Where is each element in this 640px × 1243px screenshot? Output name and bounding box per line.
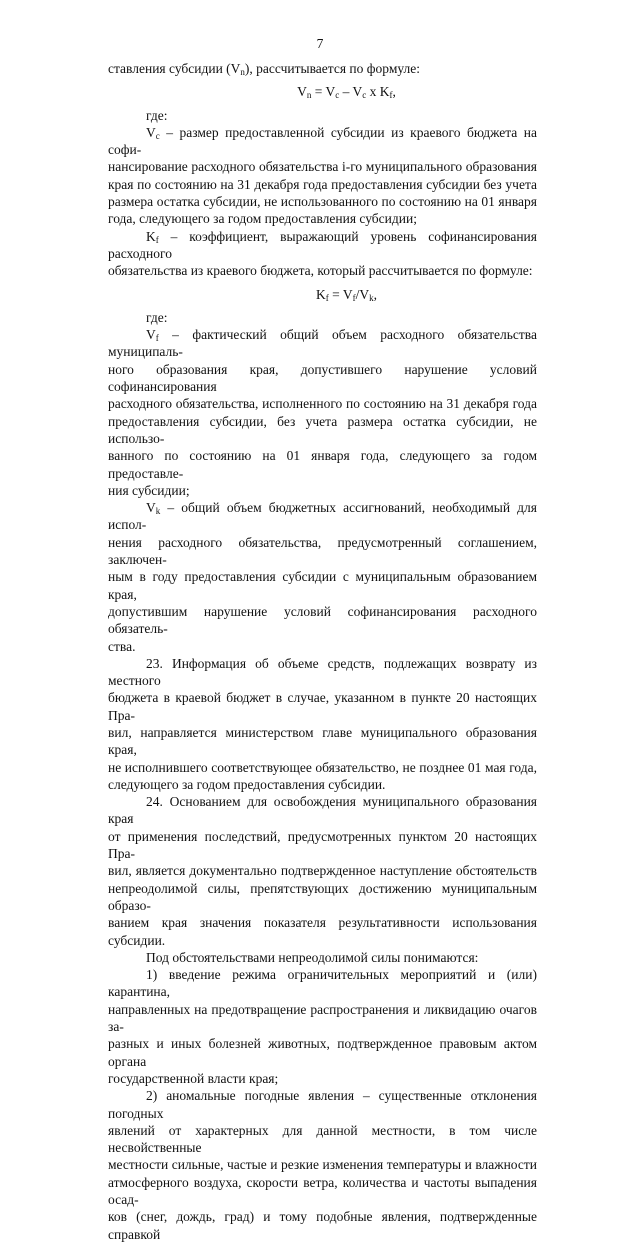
text-line: вил, является документально подтвержденное наступление обстоятельств <box>108 863 537 879</box>
text-line: ства. <box>108 638 136 654</box>
text-span: – фактический общий объем расходного обязательства муниципаль- <box>108 327 537 360</box>
text-line: направленных на предотвращение распространения и ликвидацию очагов за- <box>108 1001 537 1035</box>
text-line: допустившим нарушение условий софинансирования расходного обязатель- <box>108 603 537 637</box>
text-span: – размер предоставленной субсидии из краевого бюджета на софи- <box>108 124 537 158</box>
formula-part: – V <box>339 84 363 100</box>
text-span: ), рассчитывается по формуле: <box>244 61 420 76</box>
text-line: края по состоянию на 31 декабря года предоставления субсидии без учета <box>108 176 537 192</box>
text-line <box>108 124 537 159</box>
text-line: следующего за годом предоставления субсидии. <box>108 776 386 792</box>
text-line: обязательства из краевого бюджета, который рассчитывается по формуле: <box>108 263 533 279</box>
symbol: V <box>146 327 156 343</box>
subscript: k <box>369 292 374 303</box>
text-line: ванного по состоянию на 01 января года, следующего за годом предоставле- <box>108 448 537 481</box>
subscript: c <box>335 90 340 101</box>
subscript: c <box>155 130 160 141</box>
where-label: где: <box>146 309 168 325</box>
text-line: 1) введение режима ограничительных мероприятий и (или) карантина, <box>108 967 537 1000</box>
formula-part: = V <box>311 84 336 100</box>
text-line: от применения последствий, предусмотренных пунктом 20 настоящих Пра- <box>108 828 537 862</box>
text-line: нения расходного обязательства, предусмотренный соглашением, заключен- <box>108 534 537 568</box>
text-span: – общий объем бюджетных ассигнований, необходимый для испол- <box>108 500 537 533</box>
text-line: государственной власти края; <box>108 1070 279 1086</box>
text-line: ния субсидии; <box>108 482 190 498</box>
subscript: k <box>155 506 161 517</box>
text-line: атмосферного воздуха, скорости ветра, количества и частоты выпадения осад- <box>108 1174 537 1207</box>
text-line: расходного обязательства, исполненного по состоянию на 31 декабря года <box>108 396 537 412</box>
formula-part: , <box>373 286 377 302</box>
text-line: ным в году предоставления субсидии с муниципальным образованием края, <box>108 569 537 602</box>
text-line <box>108 60 537 77</box>
formula-part: K <box>316 286 326 302</box>
subscript: c <box>362 90 367 101</box>
text-line: ного образования края, допустившего нарушение условий софинансирования <box>108 361 537 395</box>
formula-kf <box>156 286 537 303</box>
text-line: 23. Информация об объеме средств, подлежащих возврату из местного <box>108 655 537 689</box>
text-line: нансирование расходного обязательства i-го муниципального образования <box>108 159 537 175</box>
text-line: 24. Основанием для освобождения муниципального образования края <box>108 794 537 827</box>
text-line: Под обстоятельствами непреодолимой силы понимаются: <box>146 949 479 965</box>
text-line: 2) аномальные погодные явления – существенные отклонения погодных <box>108 1088 537 1121</box>
formula-part: /V <box>355 286 370 302</box>
text-line: непреодолимой силы, препятствующих достижению муниципальным образо- <box>108 880 537 913</box>
subscript: f <box>325 292 329 303</box>
text-line: не исполнившего соответствующее обязательство, не позднее 01 мая года, <box>108 759 537 775</box>
subscript: n <box>306 90 312 101</box>
text-line: ванием края значения показателя результативности использования субсидии. <box>108 915 537 948</box>
text-line: бюджета в краевой бюджет в случае, указанном в пункте 20 настоящих Пра- <box>108 690 537 723</box>
text-span: – коэффициент, выражающий уровень софинансирования расходного <box>108 228 537 261</box>
text-line: предоставления субсидии, без учета размера остатка субсидии, не использо- <box>108 413 537 446</box>
text-line: года, следующего за годом предоставления субсидии; <box>108 211 417 227</box>
text-line: местности сильные, частые и резкие изменения температуры и влажности <box>108 1157 537 1173</box>
formula-part: x K <box>366 84 390 100</box>
text-line: явлений от характерных для данной местности, в том числе несвойственные <box>108 1122 537 1156</box>
subscript: f <box>155 234 159 245</box>
symbol: V <box>146 124 156 140</box>
text-line: ков (снег, дождь, град) и тому подобные явления, подтвержденные справкой <box>108 1209 537 1242</box>
page-number: 7 <box>316 36 324 51</box>
subscript: f <box>155 333 159 344</box>
text-line <box>108 499 537 534</box>
text-line: размера остатка субсидии, не использованного по состоянию на 01 января <box>108 194 537 210</box>
document-body <box>108 60 537 1243</box>
formula-part: , <box>392 84 396 100</box>
text-line: вил, направляется министерством главе муниципального образования края, <box>108 724 537 758</box>
text-line: разных и иных болезней животных, подтвержденное правовым актом органа <box>108 1036 537 1069</box>
subscript: f <box>352 292 356 303</box>
formula-part: = V <box>328 286 353 302</box>
text-line <box>108 326 537 361</box>
symbol: K <box>146 228 156 244</box>
subscript: n <box>240 67 245 77</box>
text-span: ставления субсидии (V <box>108 61 241 76</box>
formula-vn <box>156 83 537 100</box>
subscript: f <box>389 90 393 101</box>
formula-part: V <box>297 84 307 100</box>
symbol: V <box>146 500 156 516</box>
text-line <box>108 228 537 263</box>
where-label: где: <box>146 107 168 123</box>
